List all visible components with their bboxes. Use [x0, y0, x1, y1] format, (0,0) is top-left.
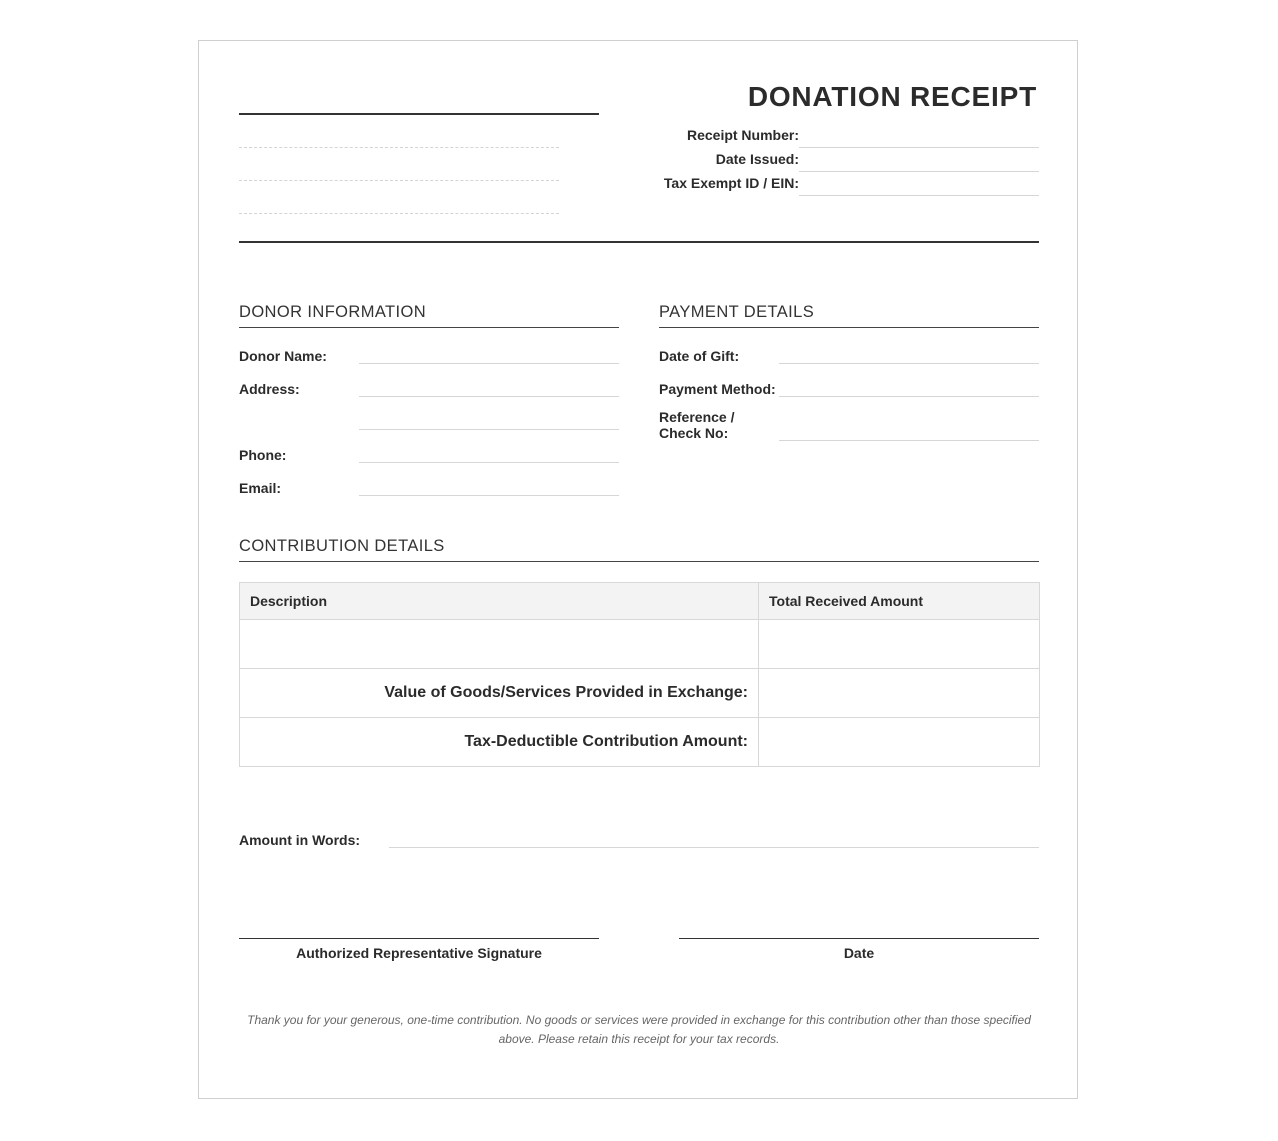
- footer-note-line2: above. Please retain this receipt for your tax records.: [498, 1032, 780, 1046]
- date-issued-field[interactable]: [799, 171, 1039, 172]
- amount-in-words-label: Amount in Words:: [239, 832, 361, 848]
- address-label: Address:: [239, 381, 300, 397]
- deductible-amount-label: Tax-Deductible Contribution Amount:: [240, 718, 759, 767]
- receipt-number-label: Receipt Number:: [686, 127, 799, 143]
- table-row: [240, 718, 1040, 767]
- signature-label: Authorized Representative Signature: [296, 945, 542, 961]
- organization-address-line-3[interactable]: [239, 213, 559, 214]
- donor-name-label: Donor Name:: [239, 348, 327, 364]
- payment-method-field[interactable]: [779, 396, 1039, 397]
- goods-services-amount-cell[interactable]: [759, 669, 1040, 718]
- receipt-page: [198, 40, 1078, 1099]
- page-title: DONATION RECEIPT: [747, 81, 1037, 112]
- signature-date-label: Date: [843, 945, 875, 961]
- reference-field[interactable]: [779, 440, 1039, 441]
- organization-address-line-1[interactable]: [239, 147, 559, 148]
- table-header-row: [240, 583, 1040, 620]
- tax-id-label: Tax Exempt ID / EIN:: [663, 175, 799, 191]
- amount-in-words-field[interactable]: [389, 847, 1039, 848]
- donor-name-field[interactable]: [359, 363, 619, 364]
- donor-section-rule: [239, 327, 619, 328]
- header-divider: [239, 241, 1039, 243]
- goods-services-label: Value of Goods/Services Provided in Exchange:: [240, 669, 759, 718]
- signature-line[interactable]: [239, 938, 599, 939]
- organization-address-line-2[interactable]: [239, 180, 559, 181]
- footer-note: [239, 1011, 1039, 1049]
- signature-date-line[interactable]: [679, 938, 1039, 939]
- payment-section-title: PAYMENT DETAILS: [659, 303, 815, 321]
- phone-field[interactable]: [359, 462, 619, 463]
- table-row: [240, 669, 1040, 718]
- address-field-line-2[interactable]: [359, 429, 619, 430]
- email-label: Email:: [239, 480, 282, 496]
- address-field-line-1[interactable]: [359, 396, 619, 397]
- receipt-number-field[interactable]: [799, 147, 1039, 148]
- donor-section-title: DONOR INFORMATION: [239, 303, 427, 321]
- reference-label-line1: Reference /: [659, 409, 735, 425]
- column-header-description: Description: [240, 583, 759, 620]
- contribution-section-rule: [239, 561, 1039, 562]
- tax-id-field[interactable]: [799, 195, 1039, 196]
- date-of-gift-field[interactable]: [779, 363, 1039, 364]
- item-amount-cell[interactable]: [759, 620, 1040, 669]
- deductible-amount-cell[interactable]: [759, 718, 1040, 767]
- contribution-section-title: CONTRIBUTION DETAILS: [239, 537, 445, 555]
- email-field[interactable]: [359, 495, 619, 496]
- table-row: [240, 620, 1040, 669]
- contribution-table: [239, 582, 1040, 767]
- item-description-cell[interactable]: [240, 620, 759, 669]
- footer-note-line1: Thank you for your generous, one-time contribution. No goods or services were provided in exchange for this contribution other than those specified: [247, 1013, 1031, 1027]
- payment-method-label: Payment Method:: [659, 381, 776, 397]
- reference-label-line2: Check No:: [659, 425, 729, 441]
- date-issued-label: Date Issued:: [715, 151, 799, 167]
- organization-name-line[interactable]: [239, 113, 599, 115]
- date-of-gift-label: Date of Gift:: [659, 348, 740, 364]
- column-header-total: Total Received Amount: [759, 583, 1040, 620]
- phone-label: Phone:: [239, 447, 287, 463]
- reference-label: [659, 409, 734, 441]
- payment-section-rule: [659, 327, 1039, 328]
